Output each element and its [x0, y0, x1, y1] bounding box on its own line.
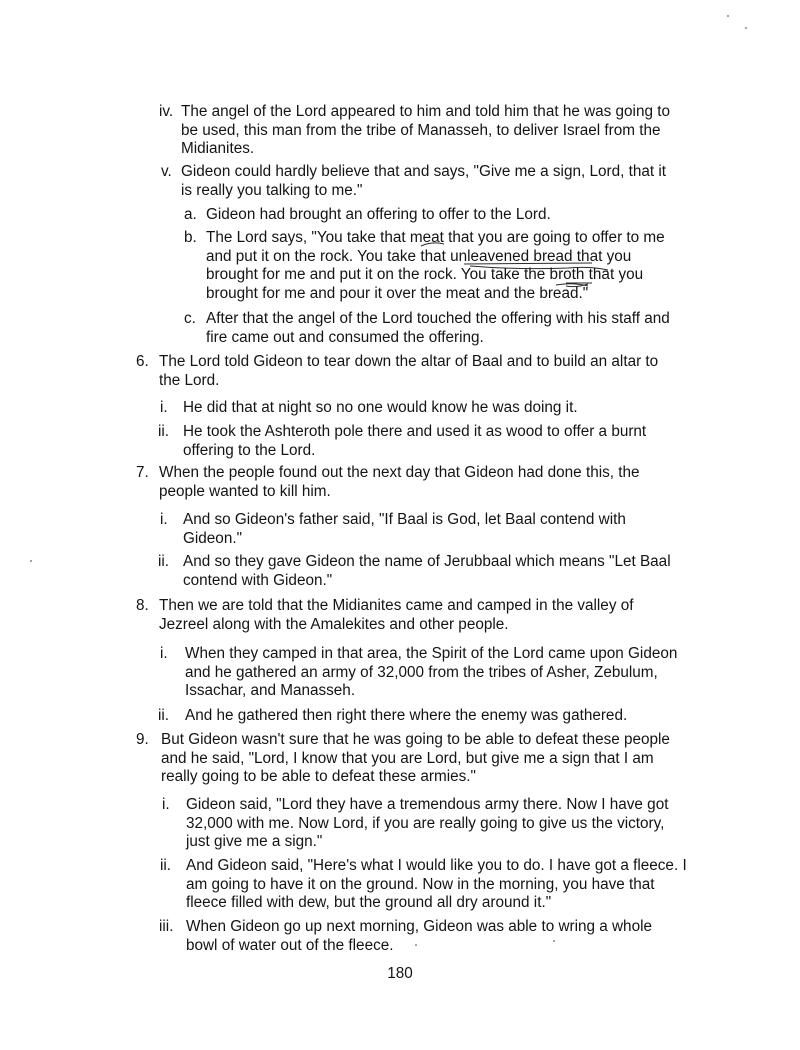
list-item-text: He took the Ashteroth pole there and used it as wood to offer a burnt offering to the Lord.: [183, 423, 647, 459]
scan-speck: [553, 940, 555, 942]
list-item-text: The Lord told Gideon to tear down the altar of Baal and to build an altar to the Lord.: [159, 353, 659, 389]
list-marker: 8.: [136, 597, 149, 614]
scan-speck: [745, 27, 747, 29]
list-item-text: When the people found out the next day that Gideon had done this, the people wanted to kill him.: [159, 464, 640, 500]
list-marker: b.: [184, 229, 197, 246]
list-item-text: He did that at night so no one would know he was doing it.: [183, 399, 578, 416]
list-item-text: And so Gideon's father said, "If Baal is God, let Baal contend with Gideon.": [183, 511, 626, 547]
list-marker: 6.: [136, 353, 149, 370]
list-item-text: Gideon had brought an offering to offer to the Lord.: [206, 206, 551, 223]
list-marker: i.: [160, 511, 168, 528]
list-item-text: And he gathered then right there where the enemy was gathered.: [185, 707, 628, 724]
page-number: 180: [387, 965, 413, 982]
scan-speck: [727, 15, 729, 17]
list-marker: a.: [184, 206, 197, 223]
list-marker: i.: [160, 399, 168, 416]
list-marker: ii.: [158, 423, 170, 440]
list-marker: ii.: [158, 707, 170, 724]
list-marker: c.: [184, 310, 196, 327]
scan-speck: [30, 560, 32, 562]
list-item-text: When they camped in that area, the Spirit of the Lord came upon Gideon and he gathered an army of 32,000 from the tribes of Asher, Zebulum, Issachar, and Manasseh.: [185, 645, 678, 700]
list-marker: ii.: [158, 553, 170, 570]
list-item-text: And Gideon said, "Here's what I would like you to do. I have got a fleece. I am going to have it on the ground. Now in the morning, you have that fleece filled with dew, but the ground all dry around it.": [186, 857, 687, 912]
list-item-text: The angel of the Lord appeared to him and told him that he was going to be used, this man from the tribe of Manasseh, to deliver Israel from the Midianites.: [181, 103, 670, 158]
list-marker: iii.: [159, 918, 174, 935]
list-item-text: After that the angel of the Lord touched the offering with his staff and fire came out and consumed the offering.: [206, 310, 670, 346]
list-item-text: Then we are told that the Midianites came and camped in the valley of Jezreel along with the Amalekites and other people.: [159, 597, 634, 633]
list-marker: iv.: [159, 103, 174, 120]
list-marker: i.: [160, 645, 168, 662]
list-item-text: Gideon could hardly believe that and says, "Give me a sign, Lord, that it is really you talking to me.": [181, 163, 667, 199]
list-item-text: And so they gave Gideon the name of Jerubbaal which means "Let Baal contend with Gideon.": [183, 553, 671, 589]
list-marker: v.: [161, 163, 172, 180]
list-marker: ii.: [160, 857, 172, 874]
list-item-text: Gideon said, "Lord they have a tremendous army there. Now I have got 32,000 with me. Now Lord, if you are really going to give us the victory, just give me a sign.": [186, 796, 669, 851]
list-marker: 9.: [136, 731, 149, 748]
list-marker: i.: [162, 796, 170, 813]
list-item-text: The Lord says, "You take that meat that you are going to offer to me and put it on the rock. You take that unleavened bread that you brought for me and put it on the rock. You take the broth that you brought for me and pour it over the meat and the bread.": [206, 229, 665, 302]
list-item-text: But Gideon wasn't sure that he was going to be able to defeat these people and he said, "Lord, I know that you are Lord, but give me a sign that I am really going to be able to defeat these armies.": [161, 731, 670, 786]
list-marker: 7.: [136, 464, 149, 481]
list-item-text: When Gideon go up next morning, Gideon was able to wring a whole bowl of water out of the fleece.: [186, 918, 652, 954]
scan-speck: [415, 944, 417, 946]
